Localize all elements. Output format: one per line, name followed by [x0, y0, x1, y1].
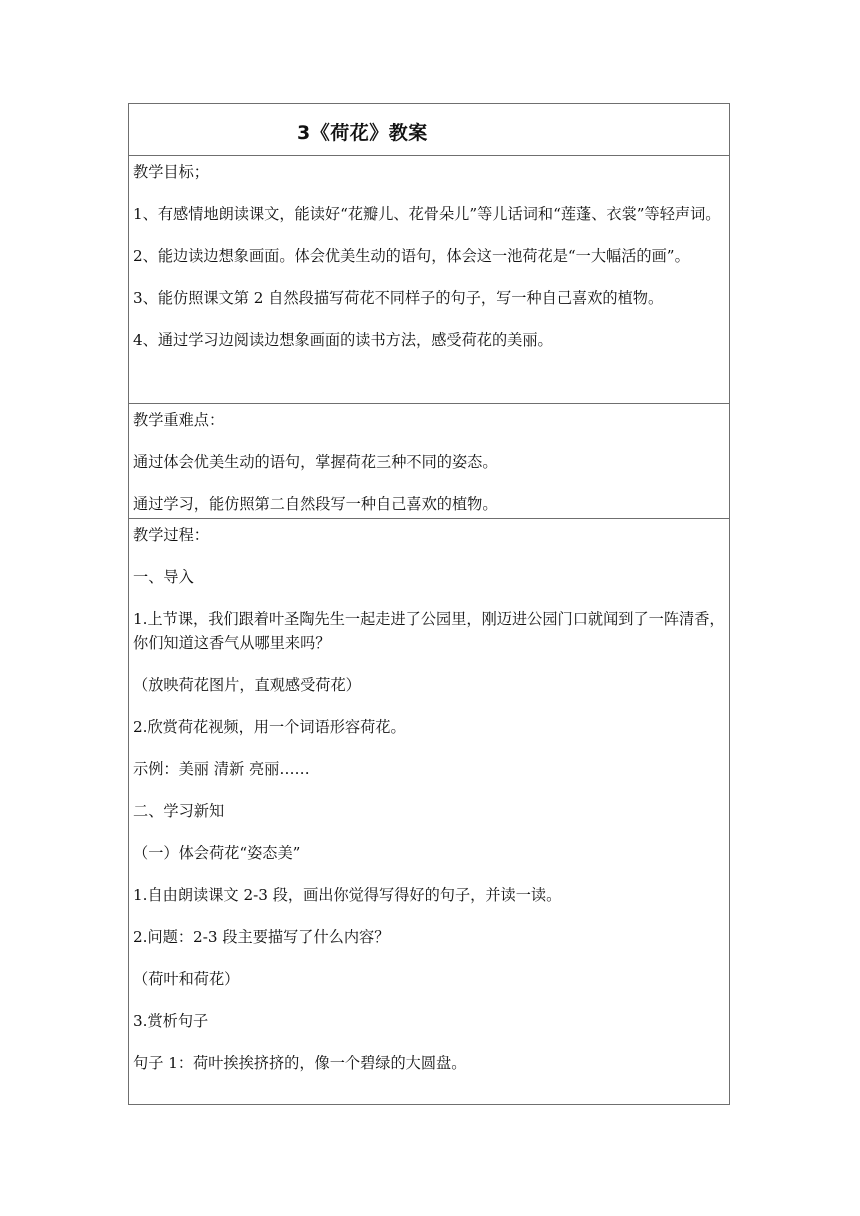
teaching-goals-section — [129, 160, 729, 404]
goals-heading: 教学目标； — [133, 163, 209, 181]
process-item: 示例：美丽 清新 亮丽…… — [133, 760, 310, 778]
process-item: 2.问题：2-3 段主要描写了什么内容？ — [133, 928, 390, 946]
goal-item: 1、有感情地朗读课文，能读好“花瓣儿、花骨朵儿”等儿话词和“莲蓬、衣裳”等轻声词。 — [133, 205, 721, 223]
process-item: 1.自由朗读课文 2-3 段，画出你觉得写得好的句子，并读一读。 — [133, 886, 562, 904]
key-point-item: 通过体会优美生动的语句，掌握荷花三种不同的姿态。 — [133, 453, 498, 471]
goal-item: 4、通过学习边阅读边想象画面的读书方法，感受荷花的美丽。 — [133, 331, 553, 349]
title-row — [129, 104, 729, 156]
process-item: 二、学习新知 — [133, 802, 225, 820]
process-item: （一）体会荷花“姿态美” — [133, 844, 301, 862]
goal-item: 3、能仿照课文第 2 自然段描写荷花不同样子的句子，写一种自己喜欢的植物。 — [133, 289, 664, 307]
process-item: 句子 1：荷叶挨挨挤挤的，像一个碧绿的大圆盘。 — [133, 1054, 467, 1072]
process-item: （荷叶和荷花） — [133, 970, 240, 988]
process-item: （放映荷花图片，直观感受荷花） — [133, 676, 361, 694]
process-item: 2.欣赏荷花视频，用一个词语形容荷花。 — [133, 718, 406, 736]
process-item: 1.上节课，我们跟着叶圣陶先生一起走进了公园里，刚迈进公园门口就闻到了一阵清香，你们知道这香气从哪里来吗？ — [133, 610, 725, 652]
teaching-process-section — [129, 523, 729, 1104]
key-point-item: 通过学习，能仿照第二自然段写一种自己喜欢的植物。 — [133, 495, 498, 513]
process-item: 一、导入 — [133, 568, 194, 586]
key-points-heading: 教学重难点： — [133, 411, 225, 429]
process-heading: 教学过程： — [133, 526, 209, 544]
document-title: 3《荷花》教案 — [297, 122, 428, 144]
key-points-section — [129, 408, 729, 519]
process-item: 3.赏析句子 — [133, 1012, 209, 1030]
goal-item: 2、能边读边想象画面。体会优美生动的语句，体会这一池荷花是“一大幅活的画”。 — [133, 247, 690, 265]
lesson-plan-table — [128, 103, 730, 1105]
